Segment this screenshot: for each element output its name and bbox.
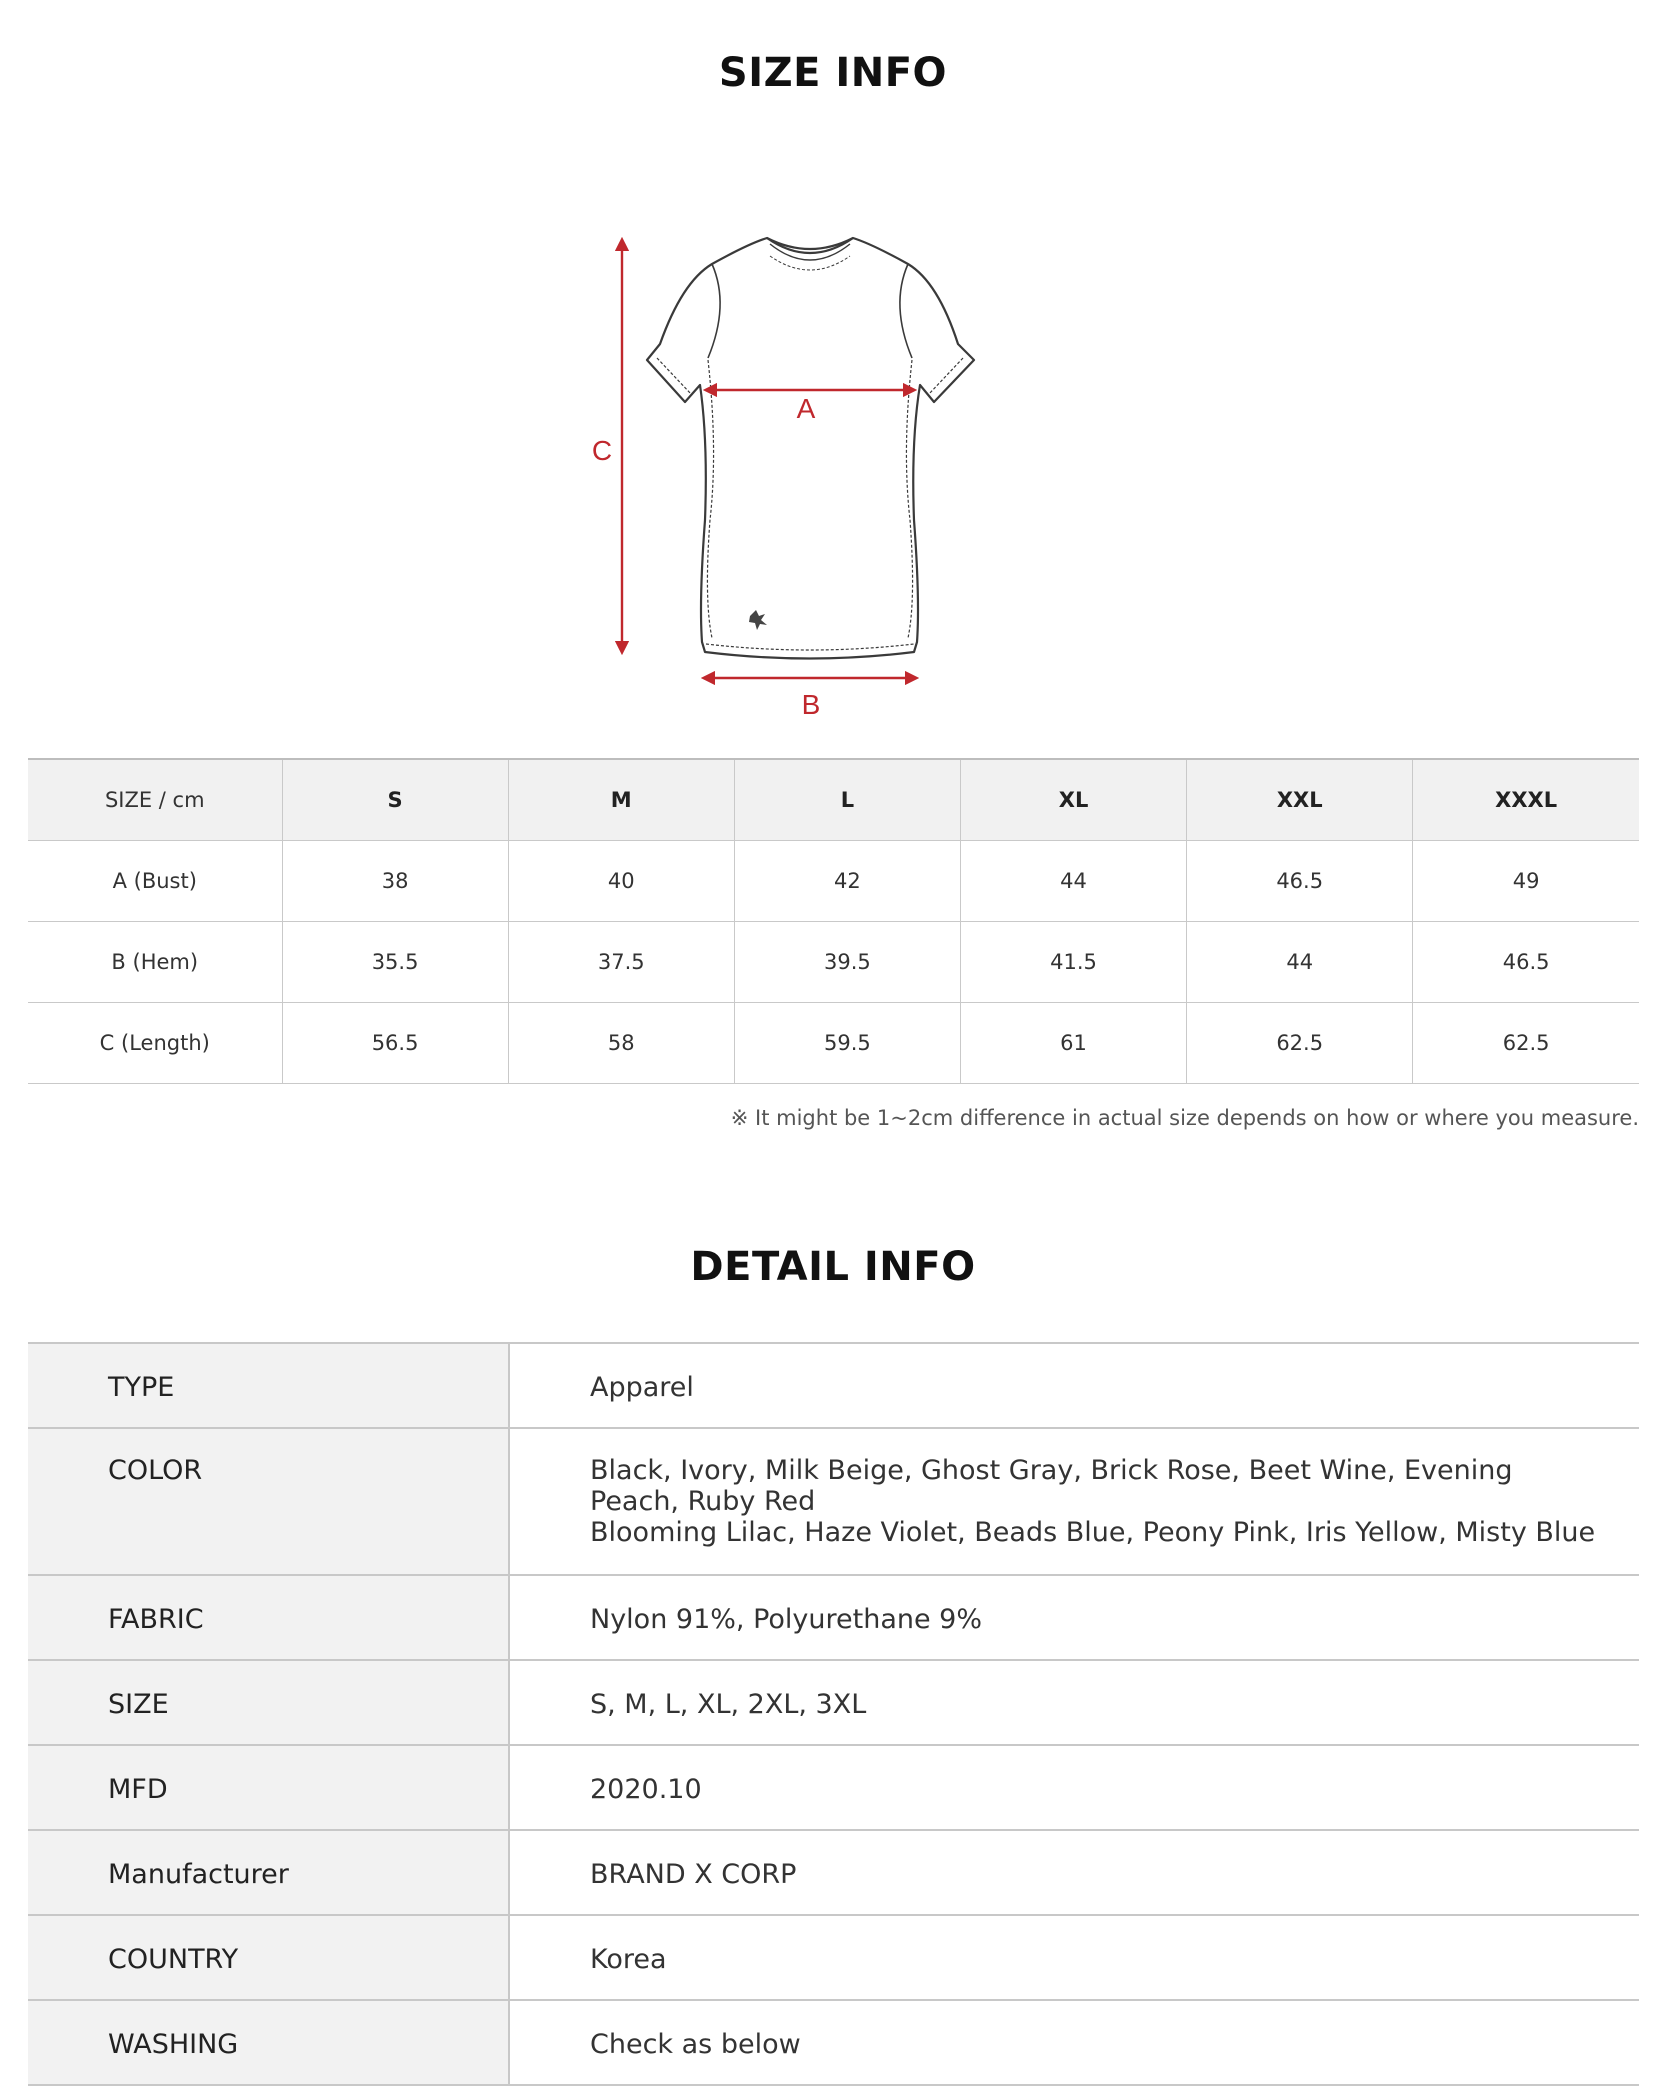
size-table-header-row <box>28 759 1639 841</box>
detail-label: FABRIC <box>28 1575 509 1660</box>
size-col-xxl: XXL <box>1187 759 1413 841</box>
table-cell: 39.5 <box>734 922 960 1003</box>
table-cell: 46.5 <box>1413 922 1639 1003</box>
table-cell: 56.5 <box>282 1003 508 1084</box>
table-cell: 49 <box>1413 841 1639 922</box>
detail-row-size <box>28 1660 1639 1745</box>
tshirt-measurement-diagram <box>560 220 1060 740</box>
table-cell: 38 <box>282 841 508 922</box>
row-label <box>28 1003 282 1084</box>
row-code: A <box>112 869 127 893</box>
brand-logo-mark <box>749 610 767 630</box>
size-col-m: M <box>508 759 734 841</box>
table-cell: 44 <box>1187 922 1413 1003</box>
detail-label: WASHING <box>28 2000 509 2085</box>
color-list-line-1: Black, Ivory, Milk Beige, Ghost Gray, Brick Rose, Beet Wine, Evening Peach, Ruby Red <box>590 1455 1513 1517</box>
color-list-line-2: Blooming Lilac, Haze Violet, Beads Blue, Peony Pink, Iris Yellow, Misty Blue <box>590 1517 1596 1548</box>
detail-label: TYPE <box>28 1343 509 1428</box>
detail-label: Manufacturer <box>28 1830 509 1915</box>
size-col-l: L <box>734 759 960 841</box>
detail-label: MFD <box>28 1745 509 1830</box>
detail-info-title: DETAIL INFO <box>690 1244 976 1290</box>
detail-row-color <box>28 1428 1639 1575</box>
row-code: C <box>99 1031 115 1055</box>
tshirt-outline <box>647 238 974 659</box>
detail-row-washing <box>28 2000 1639 2085</box>
detail-value: Korea <box>509 1915 1639 2000</box>
table-cell: 44 <box>960 841 1186 922</box>
row-name: (Hem) <box>132 950 199 974</box>
detail-value: 2020.10 <box>509 1745 1639 1830</box>
detail-value: BRAND X CORP <box>509 1830 1639 1915</box>
row-label <box>28 841 282 922</box>
table-cell: 41.5 <box>960 922 1186 1003</box>
row-name: (Length) <box>121 1031 210 1055</box>
table-cell: 62.5 <box>1413 1003 1639 1084</box>
detail-row-mfd <box>28 1745 1639 1830</box>
size-col-xxxl: XXXL <box>1413 759 1639 841</box>
detail-row-country <box>28 1915 1639 2000</box>
detail-table <box>28 1342 1639 2086</box>
table-cell: 42 <box>734 841 960 922</box>
size-col-s: S <box>282 759 508 841</box>
table-cell: 46.5 <box>1187 841 1413 922</box>
detail-label: SIZE <box>28 1660 509 1745</box>
detail-row-manufacturer <box>28 1830 1639 1915</box>
detail-value: Nylon 91%, Polyurethane 9% <box>509 1575 1639 1660</box>
label-b: B <box>801 689 821 720</box>
row-label <box>28 922 282 1003</box>
detail-value: Check as below <box>509 2000 1639 2085</box>
label-c: C <box>591 435 613 466</box>
detail-label: COLOR <box>28 1428 509 1575</box>
size-table <box>28 758 1639 1084</box>
size-info-title: SIZE INFO <box>718 50 948 96</box>
size-row-hem <box>28 922 1639 1003</box>
size-col-xl: XL <box>960 759 1186 841</box>
size-row-bust <box>28 841 1639 922</box>
measure-arrows <box>622 244 912 678</box>
size-row-length <box>28 1003 1639 1084</box>
detail-value: S, M, L, XL, 2XL, 3XL <box>509 1660 1639 1745</box>
table-cell: 59.5 <box>734 1003 960 1084</box>
table-cell: 58 <box>508 1003 734 1084</box>
table-cell: 35.5 <box>282 922 508 1003</box>
size-disclaimer-note: ※ It might be 1~2cm difference in actual size depends on how or where you measure. <box>730 1106 1639 1130</box>
table-cell: 37.5 <box>508 922 734 1003</box>
detail-row-fabric <box>28 1575 1639 1660</box>
label-a: A <box>796 393 816 424</box>
table-cell: 61 <box>960 1003 1186 1084</box>
detail-row-type <box>28 1343 1639 1428</box>
detail-value: Apparel <box>509 1343 1639 1428</box>
table-cell: 62.5 <box>1187 1003 1413 1084</box>
row-code: B <box>111 950 126 974</box>
table-cell: 40 <box>508 841 734 922</box>
size-header-label: SIZE / cm <box>28 759 282 841</box>
detail-value <box>509 1428 1639 1575</box>
detail-label: COUNTRY <box>28 1915 509 2000</box>
row-name: (Bust) <box>133 869 197 893</box>
